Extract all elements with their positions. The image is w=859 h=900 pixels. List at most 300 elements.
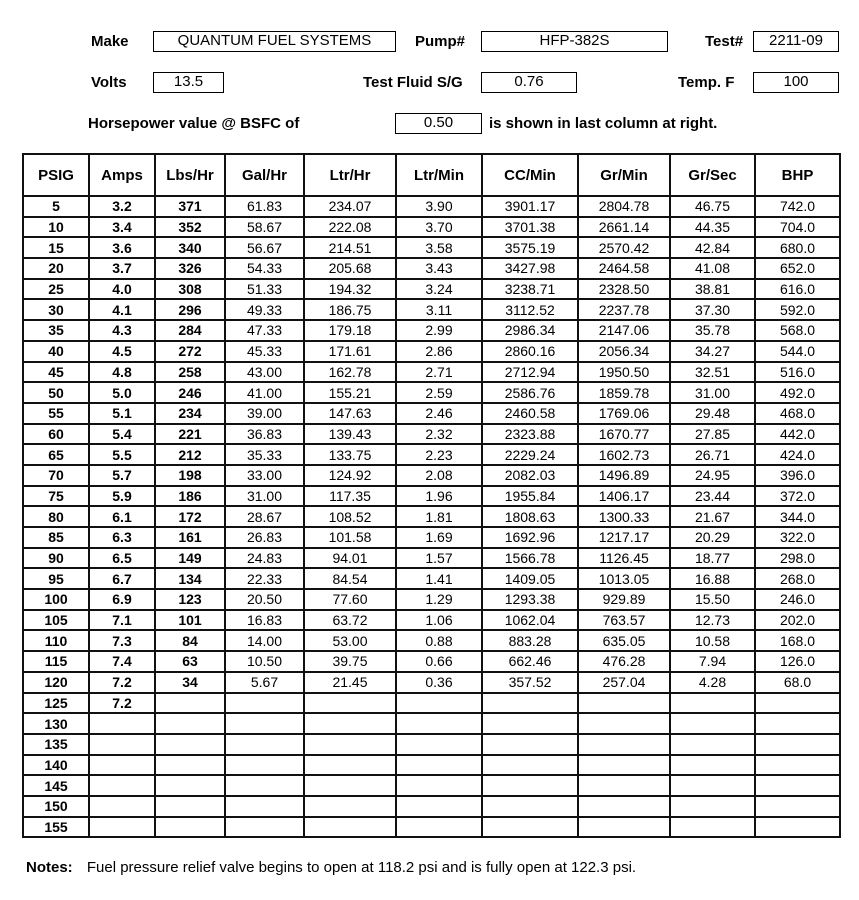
table-cell: 3.43 — [396, 258, 482, 279]
table-cell: 2661.14 — [578, 217, 670, 238]
table-cell — [89, 817, 155, 838]
table-cell: 3112.52 — [482, 299, 578, 320]
table-row — [23, 382, 840, 403]
table-cell: 36.83 — [225, 424, 304, 445]
table-cell: 186.75 — [304, 299, 396, 320]
table-cell — [396, 755, 482, 776]
table-cell: 1.57 — [396, 548, 482, 569]
table-cell — [578, 796, 670, 817]
table-cell: 2464.58 — [578, 258, 670, 279]
table-cell: 234 — [155, 403, 225, 424]
table-cell: 20 — [23, 258, 89, 279]
table-cell: 4.1 — [89, 299, 155, 320]
table-cell: 162.78 — [304, 362, 396, 383]
table-cell: 77.60 — [304, 589, 396, 610]
table-cell: 222.08 — [304, 217, 396, 238]
table-cell — [482, 775, 578, 796]
table-cell: 54.33 — [225, 258, 304, 279]
test-fluid-label: Test Fluid S/G — [363, 74, 463, 91]
table-cell: 123 — [155, 589, 225, 610]
table-cell: 5.7 — [89, 465, 155, 486]
table-cell — [304, 817, 396, 838]
table-cell: 246 — [155, 382, 225, 403]
table-cell — [482, 713, 578, 734]
table-cell: 0.66 — [396, 651, 482, 672]
table-cell: 28.67 — [225, 506, 304, 527]
table-cell: 3701.38 — [482, 217, 578, 238]
table-cell: 202.0 — [755, 610, 840, 631]
table-cell: 2804.78 — [578, 196, 670, 217]
table-cell: 7.1 — [89, 610, 155, 631]
table-cell: 3.6 — [89, 237, 155, 258]
table-row — [23, 424, 840, 445]
table-cell: 12.73 — [670, 610, 755, 631]
table-cell: 2860.16 — [482, 341, 578, 362]
table-cell: 161 — [155, 527, 225, 548]
table-cell: 214.51 — [304, 237, 396, 258]
table-cell: 29.48 — [670, 403, 755, 424]
volts-field[interactable]: 13.5 — [153, 72, 224, 93]
table-cell — [155, 796, 225, 817]
table-cell: 68.0 — [755, 672, 840, 693]
table-cell: 1496.89 — [578, 465, 670, 486]
table-cell: 1.41 — [396, 568, 482, 589]
table-cell: 5.67 — [225, 672, 304, 693]
table-cell: 234.07 — [304, 196, 396, 217]
table-cell: 1955.84 — [482, 486, 578, 507]
table-cell — [396, 817, 482, 838]
horsepower-suffix: is shown in last column at right. — [489, 115, 718, 132]
table-cell: 179.18 — [304, 320, 396, 341]
table-cell — [155, 734, 225, 755]
table-cell: 340 — [155, 237, 225, 258]
table-cell: 2.08 — [396, 465, 482, 486]
table-cell: 1859.78 — [578, 382, 670, 403]
table-row — [23, 713, 840, 734]
table-cell: 284 — [155, 320, 225, 341]
table-cell: 468.0 — [755, 403, 840, 424]
table-cell: 140 — [23, 755, 89, 776]
table-cell — [89, 796, 155, 817]
column-header: Ltr/Hr — [304, 154, 396, 196]
table-header-row — [23, 154, 840, 196]
table-row — [23, 362, 840, 383]
table-cell — [670, 693, 755, 714]
table-cell — [578, 734, 670, 755]
table-cell: 2570.42 — [578, 237, 670, 258]
table-cell: 492.0 — [755, 382, 840, 403]
fuel-flow-table — [22, 153, 841, 838]
table-cell: 32.51 — [670, 362, 755, 383]
table-cell — [155, 775, 225, 796]
table-cell: 742.0 — [755, 196, 840, 217]
table-cell — [396, 796, 482, 817]
table-cell: 2.99 — [396, 320, 482, 341]
table-cell: 929.89 — [578, 589, 670, 610]
table-cell: 80 — [23, 506, 89, 527]
table-cell: 24.83 — [225, 548, 304, 569]
table-cell: 130 — [23, 713, 89, 734]
table-cell — [482, 796, 578, 817]
table-cell: 31.00 — [670, 382, 755, 403]
table-cell: 6.1 — [89, 506, 155, 527]
table-cell — [304, 713, 396, 734]
table-cell: 7.2 — [89, 693, 155, 714]
table-cell: 145 — [23, 775, 89, 796]
table-cell: 194.32 — [304, 279, 396, 300]
table-cell: 20.29 — [670, 527, 755, 548]
table-cell: 126.0 — [755, 651, 840, 672]
table-cell: 4.5 — [89, 341, 155, 362]
table-cell: 61.83 — [225, 196, 304, 217]
table-cell: 371 — [155, 196, 225, 217]
bsfc-field[interactable]: 0.50 — [395, 113, 482, 134]
table-cell: 2229.24 — [482, 444, 578, 465]
table-cell: 45.33 — [225, 341, 304, 362]
test-fluid-field[interactable]: 0.76 — [481, 72, 577, 93]
table-row — [23, 403, 840, 424]
table-cell — [670, 755, 755, 776]
table-cell — [578, 693, 670, 714]
table-cell: 134 — [155, 568, 225, 589]
table-row — [23, 568, 840, 589]
table-cell — [225, 817, 304, 838]
table-cell: 15 — [23, 237, 89, 258]
table-cell — [578, 817, 670, 838]
table-cell — [304, 755, 396, 776]
table-cell — [396, 775, 482, 796]
table-cell: 1.29 — [396, 589, 482, 610]
table-cell: 70 — [23, 465, 89, 486]
table-cell: 5.0 — [89, 382, 155, 403]
table-cell: 15.50 — [670, 589, 755, 610]
table-cell: 135 — [23, 734, 89, 755]
table-cell: 171.61 — [304, 341, 396, 362]
horsepower-label: Horsepower value @ BSFC of — [88, 115, 300, 132]
table-cell — [482, 817, 578, 838]
table-row — [23, 672, 840, 693]
table-cell: 372.0 — [755, 486, 840, 507]
make-field[interactable]: QUANTUM FUEL SYSTEMS — [153, 31, 396, 52]
table-cell: 168.0 — [755, 630, 840, 651]
column-header: Gal/Hr — [225, 154, 304, 196]
table-cell — [89, 713, 155, 734]
table-cell: 10.50 — [225, 651, 304, 672]
table-row — [23, 817, 840, 838]
table-cell: 3.4 — [89, 217, 155, 238]
table-cell: 47.33 — [225, 320, 304, 341]
table-cell — [755, 755, 840, 776]
table-cell: 3575.19 — [482, 237, 578, 258]
make-label: Make — [91, 33, 129, 50]
table-cell: 5.1 — [89, 403, 155, 424]
table-cell: 51.33 — [225, 279, 304, 300]
table-cell: 31.00 — [225, 486, 304, 507]
table-cell: 155.21 — [304, 382, 396, 403]
table-cell: 544.0 — [755, 341, 840, 362]
table-cell: 37.30 — [670, 299, 755, 320]
table-cell — [89, 755, 155, 776]
table-cell — [482, 693, 578, 714]
table-cell: 2712.94 — [482, 362, 578, 383]
table-cell: 40 — [23, 341, 89, 362]
table-cell: 205.68 — [304, 258, 396, 279]
table-cell: 2.32 — [396, 424, 482, 445]
table-cell: 6.5 — [89, 548, 155, 569]
table-row — [23, 693, 840, 714]
table-cell: 296 — [155, 299, 225, 320]
table-cell: 1300.33 — [578, 506, 670, 527]
table-cell: 357.52 — [482, 672, 578, 693]
table-cell: 21.45 — [304, 672, 396, 693]
table-cell: 1.69 — [396, 527, 482, 548]
table-cell: 442.0 — [755, 424, 840, 445]
table-cell: 26.83 — [225, 527, 304, 548]
table-cell: 56.67 — [225, 237, 304, 258]
test-label: Test# — [705, 33, 744, 50]
table-cell — [155, 713, 225, 734]
table-cell: 10 — [23, 217, 89, 238]
table-cell: 2.23 — [396, 444, 482, 465]
table-cell: 272 — [155, 341, 225, 362]
table-cell: 5 — [23, 196, 89, 217]
table-row — [23, 589, 840, 610]
table-cell: 49.33 — [225, 299, 304, 320]
table-cell: 2147.06 — [578, 320, 670, 341]
table-cell: 115 — [23, 651, 89, 672]
pump-field[interactable]: HFP-382S — [481, 31, 668, 52]
table-cell: 662.46 — [482, 651, 578, 672]
table-cell: 1602.73 — [578, 444, 670, 465]
table-cell: 58.67 — [225, 217, 304, 238]
table-cell: 63.72 — [304, 610, 396, 631]
table-cell — [755, 734, 840, 755]
table-cell: 55 — [23, 403, 89, 424]
table-cell: 568.0 — [755, 320, 840, 341]
table-cell: 258 — [155, 362, 225, 383]
table-cell: 50 — [23, 382, 89, 403]
table-cell — [755, 713, 840, 734]
table-cell — [304, 775, 396, 796]
table-cell: 35.33 — [225, 444, 304, 465]
table-cell: 53.00 — [304, 630, 396, 651]
table-cell: 95 — [23, 568, 89, 589]
table-cell: 117.35 — [304, 486, 396, 507]
table-cell — [225, 796, 304, 817]
table-cell: 6.9 — [89, 589, 155, 610]
table-row — [23, 775, 840, 796]
table-cell: 3.58 — [396, 237, 482, 258]
table-cell: 652.0 — [755, 258, 840, 279]
table-cell: 186 — [155, 486, 225, 507]
table-cell: 704.0 — [755, 217, 840, 238]
table-cell: 0.88 — [396, 630, 482, 651]
table-cell: 1293.38 — [482, 589, 578, 610]
table-row — [23, 548, 840, 569]
temp-label: Temp. F — [678, 74, 735, 91]
table-cell: 20.50 — [225, 589, 304, 610]
table-cell: 101 — [155, 610, 225, 631]
table-row — [23, 196, 840, 217]
table-row — [23, 320, 840, 341]
table-cell: 1406.17 — [578, 486, 670, 507]
table-cell: 4.0 — [89, 279, 155, 300]
table-cell: 3.2 — [89, 196, 155, 217]
table-cell: 396.0 — [755, 465, 840, 486]
table-cell: 2323.88 — [482, 424, 578, 445]
table-row — [23, 237, 840, 258]
table-cell: 120 — [23, 672, 89, 693]
table-cell: 150 — [23, 796, 89, 817]
table-cell: 2.46 — [396, 403, 482, 424]
table-cell: 65 — [23, 444, 89, 465]
table-cell: 125 — [23, 693, 89, 714]
table-cell: 4.8 — [89, 362, 155, 383]
column-header: Lbs/Hr — [155, 154, 225, 196]
notes-text: Fuel pressure relief valve begins to open at 118.2 psi and is fully open at 122.3 psi. — [86, 859, 637, 876]
table-cell: 680.0 — [755, 237, 840, 258]
table-cell — [670, 796, 755, 817]
table-cell: 4.28 — [670, 672, 755, 693]
table-cell: 44.35 — [670, 217, 755, 238]
table-cell: 1769.06 — [578, 403, 670, 424]
table-cell: 22.33 — [225, 568, 304, 589]
table-cell: 2082.03 — [482, 465, 578, 486]
table-cell — [396, 693, 482, 714]
test-field[interactable]: 2211-09 — [753, 31, 839, 52]
table-cell: 34 — [155, 672, 225, 693]
table-cell: 41.08 — [670, 258, 755, 279]
table-row — [23, 217, 840, 238]
table-row — [23, 651, 840, 672]
notes-label: Notes: — [26, 859, 73, 876]
table-row — [23, 279, 840, 300]
table-cell: 308 — [155, 279, 225, 300]
table-cell: 1950.50 — [578, 362, 670, 383]
table-cell: 1692.96 — [482, 527, 578, 548]
table-cell — [304, 796, 396, 817]
table-cell: 2.86 — [396, 341, 482, 362]
column-header: Amps — [89, 154, 155, 196]
table-cell: 592.0 — [755, 299, 840, 320]
column-header: Gr/Sec — [670, 154, 755, 196]
table-cell: 39.00 — [225, 403, 304, 424]
table-cell: 41.00 — [225, 382, 304, 403]
table-cell: 7.2 — [89, 672, 155, 693]
table-row — [23, 258, 840, 279]
table-cell: 763.57 — [578, 610, 670, 631]
table-cell — [482, 734, 578, 755]
column-header: Gr/Min — [578, 154, 670, 196]
table-cell: 0.36 — [396, 672, 482, 693]
table-row — [23, 527, 840, 548]
table-cell: 424.0 — [755, 444, 840, 465]
table-cell: 155 — [23, 817, 89, 838]
table-cell: 7.3 — [89, 630, 155, 651]
table-cell — [670, 734, 755, 755]
table-cell — [755, 693, 840, 714]
table-cell: 43.00 — [225, 362, 304, 383]
table-cell — [225, 755, 304, 776]
table-cell: 3.70 — [396, 217, 482, 238]
table-cell: 101.58 — [304, 527, 396, 548]
notes — [26, 859, 636, 877]
table-row — [23, 796, 840, 817]
table-cell: 3.24 — [396, 279, 482, 300]
table-cell: 516.0 — [755, 362, 840, 383]
table-cell: 84 — [155, 630, 225, 651]
table-cell: 6.7 — [89, 568, 155, 589]
table-cell: 147.63 — [304, 403, 396, 424]
table-cell — [578, 755, 670, 776]
temp-field[interactable]: 100 — [753, 72, 839, 93]
table-cell: 105 — [23, 610, 89, 631]
table-row — [23, 341, 840, 362]
table-cell: 1409.05 — [482, 568, 578, 589]
table-cell: 85 — [23, 527, 89, 548]
table-cell — [89, 775, 155, 796]
table-cell: 212 — [155, 444, 225, 465]
table-cell: 16.88 — [670, 568, 755, 589]
table-cell: 3901.17 — [482, 196, 578, 217]
table-cell: 2056.34 — [578, 341, 670, 362]
table-row — [23, 444, 840, 465]
table-cell: 1013.05 — [578, 568, 670, 589]
table-cell — [225, 734, 304, 755]
table-row — [23, 465, 840, 486]
table-cell: 46.75 — [670, 196, 755, 217]
table-cell: 298.0 — [755, 548, 840, 569]
table-cell: 30 — [23, 299, 89, 320]
table-cell: 10.58 — [670, 630, 755, 651]
column-header: CC/Min — [482, 154, 578, 196]
table-cell — [670, 817, 755, 838]
table-cell: 616.0 — [755, 279, 840, 300]
table-cell: 1.81 — [396, 506, 482, 527]
table-cell: 246.0 — [755, 589, 840, 610]
column-header: PSIG — [23, 154, 89, 196]
table-cell: 45 — [23, 362, 89, 383]
table-row — [23, 610, 840, 631]
table-cell — [755, 796, 840, 817]
table-cell — [396, 713, 482, 734]
column-header: BHP — [755, 154, 840, 196]
table-cell: 24.95 — [670, 465, 755, 486]
table-cell: 4.3 — [89, 320, 155, 341]
table-cell: 34.27 — [670, 341, 755, 362]
table-row — [23, 486, 840, 507]
table-cell — [396, 734, 482, 755]
table-row — [23, 299, 840, 320]
table-cell: 5.5 — [89, 444, 155, 465]
table-cell: 2328.50 — [578, 279, 670, 300]
table-cell: 268.0 — [755, 568, 840, 589]
table-row — [23, 734, 840, 755]
table-cell: 16.83 — [225, 610, 304, 631]
table-cell: 27.85 — [670, 424, 755, 445]
table-cell: 5.4 — [89, 424, 155, 445]
table-cell — [670, 713, 755, 734]
table-cell: 139.43 — [304, 424, 396, 445]
table-cell: 133.75 — [304, 444, 396, 465]
table-cell: 3238.71 — [482, 279, 578, 300]
table-cell: 1062.04 — [482, 610, 578, 631]
table-cell: 1.96 — [396, 486, 482, 507]
table-cell: 1566.78 — [482, 548, 578, 569]
table-cell: 25 — [23, 279, 89, 300]
table-cell: 21.67 — [670, 506, 755, 527]
table-cell: 26.71 — [670, 444, 755, 465]
